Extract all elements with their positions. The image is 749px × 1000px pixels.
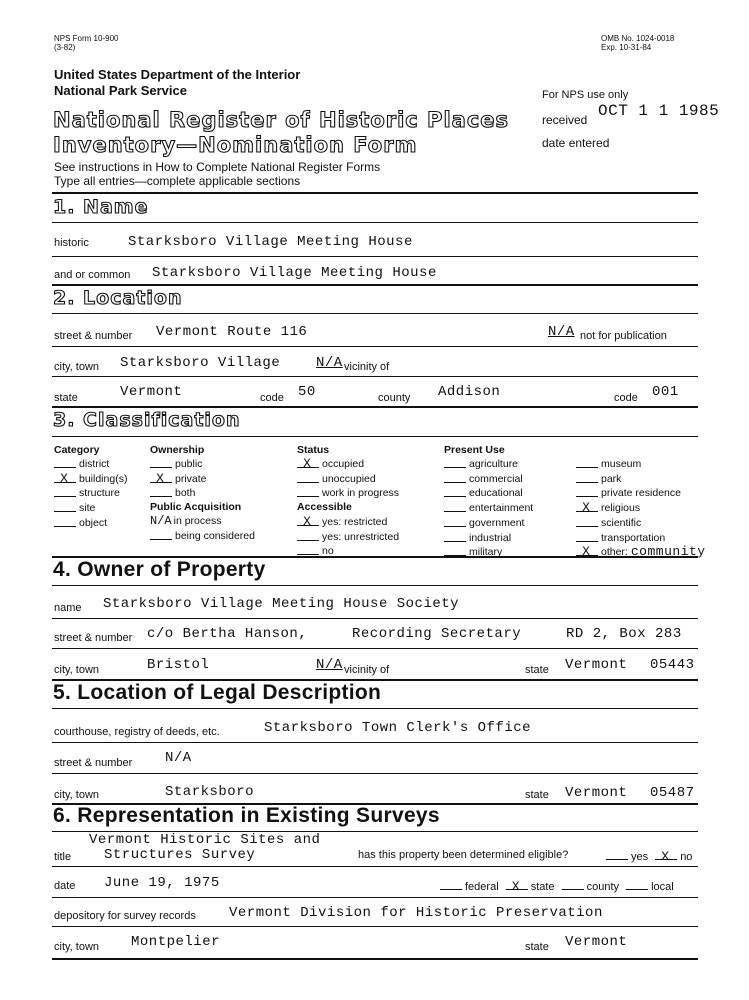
level-state: state bbox=[530, 881, 555, 893]
category-object: object bbox=[79, 516, 108, 529]
omb-number: OMB No. 1024-0018 bbox=[601, 34, 675, 43]
category-site: site bbox=[79, 502, 96, 515]
city-value: Starksboro Village bbox=[120, 355, 281, 371]
instructions-line1: See instructions in How to Complete National Register Forms bbox=[54, 160, 381, 174]
use-entertainment: entertainment bbox=[469, 502, 534, 515]
depository-label: depository for survey records bbox=[54, 910, 196, 922]
category-buildings: building(s) bbox=[79, 472, 128, 485]
acquisition-mark: N/A bbox=[150, 513, 172, 528]
use-scientific: scientific bbox=[601, 516, 642, 529]
ownership-public: public bbox=[175, 458, 203, 470]
use-park: park bbox=[601, 472, 622, 485]
legal-city-label: city, town bbox=[54, 789, 100, 801]
service-name: National Park Service bbox=[54, 83, 187, 98]
owner-name-label: name bbox=[54, 602, 82, 614]
depository-city-value: Montpelier bbox=[131, 934, 221, 950]
present-use-label: Present Use bbox=[444, 444, 505, 456]
use-museum: museum bbox=[601, 458, 642, 470]
courthouse-label: courthouse, registry of deeds, etc. bbox=[54, 726, 220, 738]
level-county: county bbox=[586, 881, 620, 893]
ownership-both: both bbox=[175, 487, 196, 500]
eligible-no-label: no bbox=[680, 851, 693, 863]
owner-street-label: street & number bbox=[54, 632, 133, 644]
level-federal: federal bbox=[465, 881, 499, 893]
section-1-heading: 1. Name bbox=[53, 196, 149, 218]
accessible-no: no bbox=[322, 545, 334, 558]
owner-name-value: Starksboro Village Meeting House Society bbox=[103, 596, 460, 612]
present-use-list-1 bbox=[444, 457, 533, 560]
status-label: Status bbox=[297, 444, 330, 456]
owner-state-label: state bbox=[525, 664, 549, 676]
street-value: Vermont Route 116 bbox=[156, 324, 308, 340]
survey-title-value-2: Structures Survey bbox=[104, 847, 256, 863]
category-list: district X building(s) structure site object bbox=[54, 457, 127, 531]
legal-state-value: Vermont bbox=[565, 785, 628, 801]
not-for-publication-label: not for publication bbox=[580, 330, 667, 342]
category-district: district bbox=[79, 458, 110, 470]
legal-city-value: Starksboro bbox=[165, 784, 255, 800]
level-state-mark: X bbox=[511, 879, 520, 894]
eligible-yes-label: yes bbox=[631, 851, 649, 863]
code-label: code bbox=[260, 392, 284, 404]
form-title-line1: National Register of Historic Places bbox=[53, 108, 510, 132]
received-stamp: OCT 1 1 1985 bbox=[598, 102, 720, 120]
legal-zip-value: 05487 bbox=[650, 785, 695, 801]
use-government: government bbox=[469, 516, 525, 529]
ownership-private: private bbox=[175, 472, 207, 485]
eligible-question: has this property been determined eligible? bbox=[358, 849, 569, 861]
owner-vicinity-mark: N/A bbox=[316, 657, 343, 673]
department-name: United States Department of the Interior bbox=[54, 67, 301, 82]
form-title-line2: Inventory—Nomination Form bbox=[53, 133, 418, 157]
state-code-value: 50 bbox=[298, 384, 316, 400]
use-other: other: bbox=[601, 546, 628, 559]
category-label: Category bbox=[54, 444, 100, 456]
received-label: received bbox=[542, 113, 588, 127]
acquisition-in-process: in process bbox=[173, 514, 222, 527]
historic-name-value: Starksboro Village Meeting House bbox=[128, 234, 413, 250]
depository-state-value: Vermont bbox=[565, 934, 628, 950]
use-transportation: transportation bbox=[601, 531, 666, 544]
use-educational: educational bbox=[469, 487, 523, 500]
accessible-unrestricted: yes: unrestricted bbox=[322, 530, 400, 543]
accessible-restricted: yes: restricted bbox=[322, 515, 388, 528]
section-6-heading: 6. Representation in Existing Surveys bbox=[53, 804, 440, 827]
acquisition-being-considered: being considered bbox=[175, 529, 255, 542]
county-label: county bbox=[378, 392, 411, 404]
status-list: X occupied unoccupied work in progress Accessible X yes: restricted yes: unrestricted no bbox=[297, 456, 400, 558]
depository-value: Vermont Division for Historic Preservation bbox=[229, 905, 603, 921]
expiration-date: Exp. 10-31-84 bbox=[601, 43, 652, 52]
legal-state-label: state bbox=[525, 789, 549, 801]
county-code-label: code bbox=[614, 392, 638, 404]
depository-city-label: city, town bbox=[54, 941, 100, 953]
depository-state-label: state bbox=[525, 941, 549, 953]
instructions-line2: Type all entries—complete applicable sections bbox=[54, 174, 301, 188]
use-private-residence: private residence bbox=[601, 487, 681, 500]
common-name-value: Starksboro Village Meeting House bbox=[152, 265, 437, 281]
section-3-heading: 3. Classification bbox=[53, 409, 241, 431]
legal-street-label: street & number bbox=[54, 757, 133, 769]
section-2-heading: 2. Location bbox=[53, 287, 183, 309]
owner-street-value-3: RD 2, Box 283 bbox=[566, 626, 682, 642]
status-work-in-progress: work in progress bbox=[322, 487, 400, 500]
county-value: Addison bbox=[438, 384, 501, 400]
nps-use-label: For NPS use only bbox=[542, 89, 629, 101]
legal-street-value: N/A bbox=[165, 750, 192, 766]
ownership-label: Ownership bbox=[150, 444, 205, 456]
use-other-value: community bbox=[630, 544, 706, 560]
category-structure: structure bbox=[79, 487, 120, 500]
owner-street-value-1: c/o Bertha Hanson, bbox=[147, 626, 308, 642]
survey-date-label: date bbox=[54, 880, 76, 892]
date-entered-label: date entered bbox=[542, 136, 610, 150]
owner-city-label: city, town bbox=[54, 664, 100, 676]
level-local: local bbox=[651, 881, 674, 893]
historic-label: historic bbox=[54, 237, 89, 249]
owner-zip-value: 05443 bbox=[650, 657, 695, 673]
street-number-label: street & number bbox=[54, 330, 133, 342]
vicinity-mark: N/A bbox=[316, 355, 343, 371]
vicinity-label: vicinity of bbox=[344, 361, 390, 373]
status-occupied: occupied bbox=[322, 458, 365, 470]
not-for-publication-mark: N/A bbox=[548, 324, 575, 340]
use-religious: religious bbox=[601, 502, 641, 515]
use-military: military bbox=[469, 546, 503, 559]
accessible-label: Accessible bbox=[297, 501, 352, 514]
ownership-list: public X private both Public Acquisition N/A in process being considered bbox=[150, 458, 255, 542]
state-value: Vermont bbox=[120, 384, 183, 400]
owner-street-value-2: Recording Secretary bbox=[352, 626, 522, 642]
use-industrial: industrial bbox=[469, 531, 512, 544]
section-5-heading: 5. Location of Legal Description bbox=[53, 681, 382, 704]
courthouse-value: Starksboro Town Clerk's Office bbox=[264, 720, 532, 736]
eligible-no-mark: X bbox=[661, 849, 670, 864]
form-number: NPS Form 10-900 bbox=[54, 34, 119, 43]
use-commercial: commercial bbox=[469, 472, 523, 485]
public-acquisition-label: Public Acquisition bbox=[150, 501, 242, 514]
city-town-label: city, town bbox=[54, 361, 100, 373]
section-4-heading: 4. Owner of Property bbox=[53, 558, 266, 581]
owner-vicinity-label: vicinity of bbox=[344, 664, 390, 676]
survey-title-value-1: Vermont Historic Sites and bbox=[89, 832, 321, 848]
use-agriculture: agriculture bbox=[469, 458, 519, 470]
owner-city-value: Bristol bbox=[147, 657, 210, 673]
state-label: state bbox=[54, 392, 78, 404]
survey-date-value: June 19, 1975 bbox=[104, 875, 220, 891]
form-revision: (3-82) bbox=[54, 43, 76, 52]
county-code-value: 001 bbox=[652, 384, 679, 400]
common-name-label: and or common bbox=[54, 269, 131, 281]
survey-title-label: title bbox=[54, 851, 72, 863]
owner-state-value: Vermont bbox=[565, 657, 628, 673]
present-use-list-2: museum park private residence X religious scientific transportation X other: community bbox=[576, 457, 706, 560]
status-unoccupied: unoccupied bbox=[322, 472, 376, 485]
